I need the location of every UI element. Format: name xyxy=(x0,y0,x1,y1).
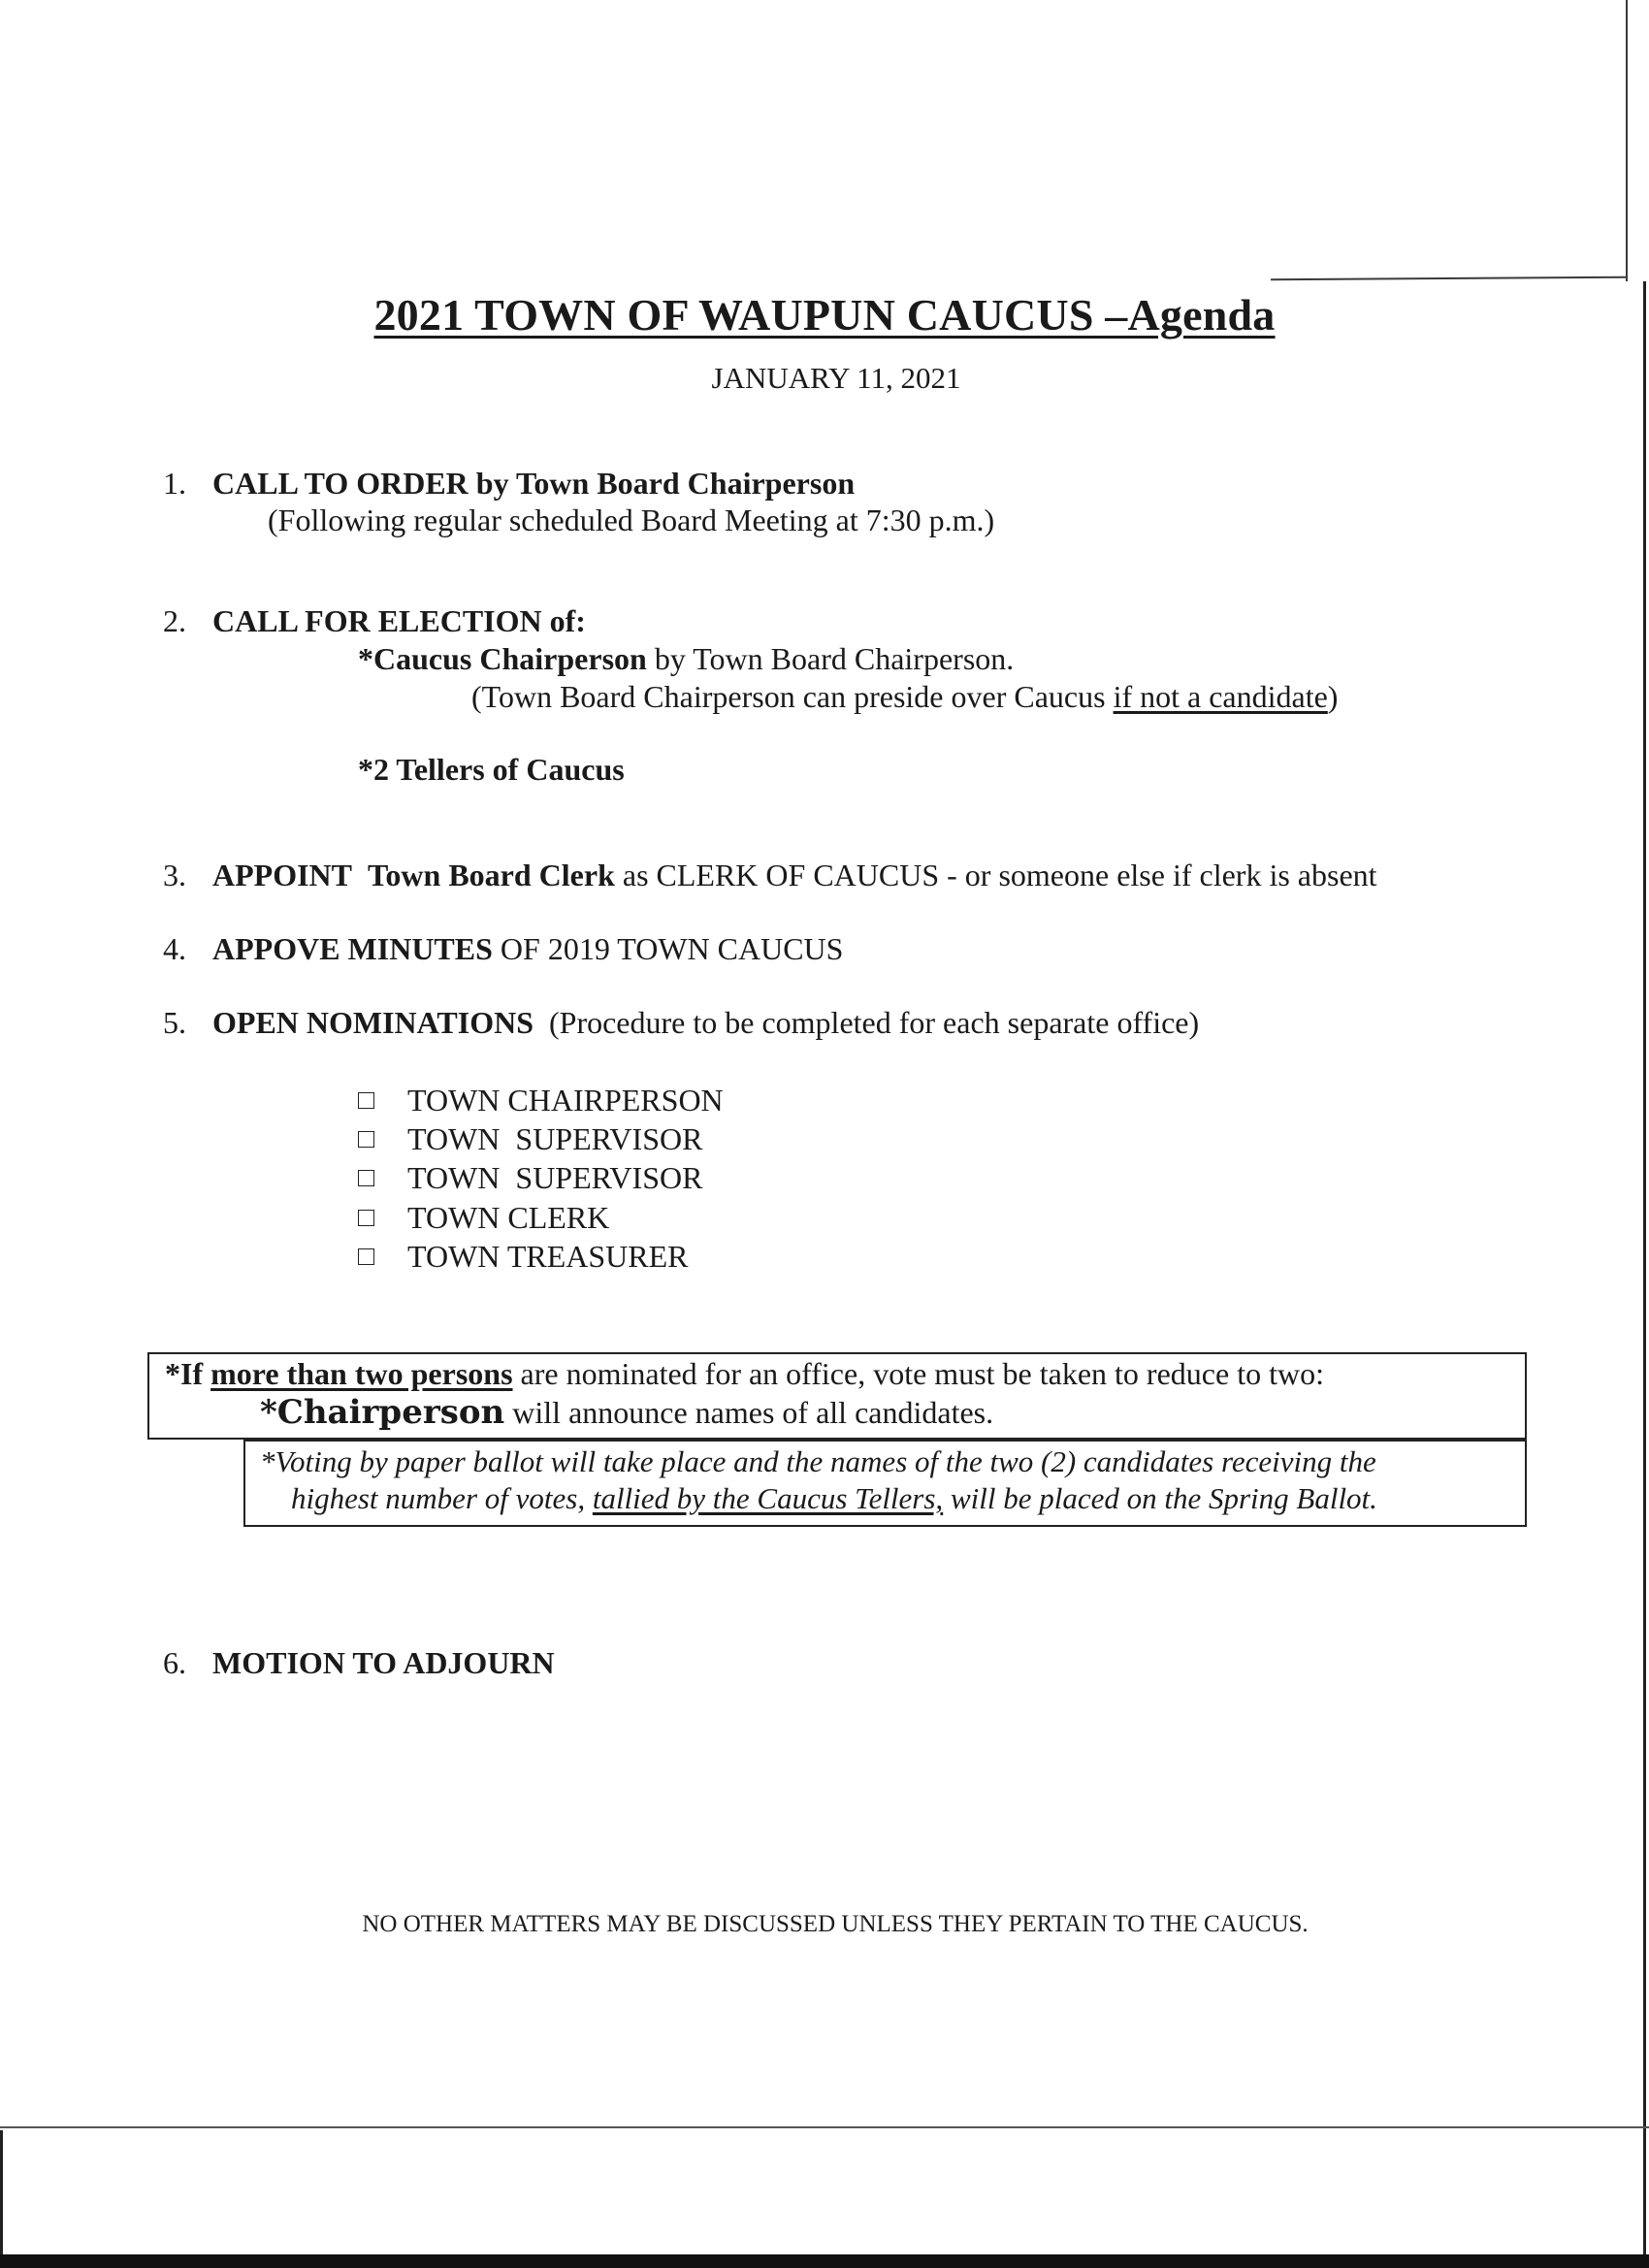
page-title: 2021 TOWN OF WAUPUN CAUCUS –Agenda xyxy=(373,290,1276,340)
notice-if: *If xyxy=(165,1356,211,1391)
scan-border xyxy=(0,2254,1649,2268)
preside-note-underlined: if not a candidate xyxy=(1113,679,1328,714)
item-number: 2. xyxy=(163,603,186,638)
checkbox-icon xyxy=(358,1131,374,1148)
minutes-label: APPOVE MINUTES xyxy=(212,931,493,966)
office-list-item xyxy=(358,1121,702,1157)
notice-announce: will announce names of all candidates. xyxy=(504,1395,994,1430)
item-note: (Following regular scheduled Board Meeting at 7:30 p.m.) xyxy=(268,502,995,537)
meeting-date: JANUARY 11, 2021 xyxy=(711,361,961,395)
item-heading: MOTION TO ADJOURN xyxy=(212,1645,555,1680)
caucus-chairperson-label: *Caucus Chairperson xyxy=(358,641,647,676)
checkbox-icon xyxy=(358,1210,374,1226)
item-heading: CALL FOR ELECTION of: xyxy=(212,603,586,638)
preside-note-text: (Town Board Chairperson can preside over Caucus xyxy=(471,679,1114,714)
minutes-text: OF 2019 TOWN CAUCUS xyxy=(492,931,844,966)
checkbox-icon xyxy=(358,1092,374,1109)
notice-chairperson: *Chairperson xyxy=(260,1393,505,1432)
scan-edge-line xyxy=(1271,276,1628,281)
office-list-item xyxy=(358,1200,609,1236)
preside-note xyxy=(471,679,1338,715)
office-label: TOWN CLERK xyxy=(407,1200,610,1235)
item-number: 3. xyxy=(163,858,186,892)
scan-edge-line xyxy=(1626,0,1628,281)
item-number: 4. xyxy=(163,931,186,966)
ballot-line-2 xyxy=(291,1481,1377,1516)
nominations-label: OPEN NOMINATIONS xyxy=(212,1005,534,1040)
notice-text: are nominated for an office, vote must be taken to reduce to two: xyxy=(512,1356,1324,1391)
caucus-chairperson-text: by Town Board Chairperson. xyxy=(646,641,1015,676)
item-heading: CALL TO ORDER by Town Board Chairperson xyxy=(212,466,856,501)
appoint-text: as CLERK OF CAUCUS - or someone else if clerk is absent xyxy=(614,858,1377,892)
ballot-text-end: will be placed on the Spring Ballot. xyxy=(943,1481,1377,1515)
ballot-underlined: tallied by the Caucus Tellers, xyxy=(592,1481,944,1515)
item-number: 6. xyxy=(163,1645,186,1680)
ballot-line-1: *Voting by paper ballot will take place and the names of the two (2) candidates receiving the xyxy=(260,1444,1376,1478)
clerk-label: Town Board Clerk xyxy=(368,858,615,892)
checkbox-icon xyxy=(358,1248,374,1265)
notice-underlined: more than two persons xyxy=(210,1356,513,1391)
notice-line-2 xyxy=(260,1393,993,1432)
item-number: 1. xyxy=(163,466,186,501)
scan-edge-line xyxy=(0,2126,1649,2128)
ballot-text: highest number of votes, xyxy=(291,1481,593,1515)
office-list-item xyxy=(358,1160,702,1196)
item-text xyxy=(212,931,843,967)
scan-edge-line xyxy=(1643,281,1646,2260)
item-text xyxy=(212,1005,1199,1041)
nominations-text: (Procedure to be completed for each separate office) xyxy=(548,1005,1200,1040)
scan-edge-line xyxy=(0,2130,3,2256)
appoint-label: APPOINT xyxy=(212,858,352,892)
footer-notice: NO OTHER MATTERS MAY BE DISCUSSED UNLESS THEY PERTAIN TO THE CAUCUS. xyxy=(362,1911,1309,1937)
checkbox-icon xyxy=(358,1170,374,1186)
office-list-item xyxy=(358,1083,724,1118)
office-label: TOWN CHAIRPERSON xyxy=(407,1083,724,1118)
office-label: TOWN TREASURER xyxy=(407,1239,689,1274)
tellers-line: *2 Tellers of Caucus xyxy=(358,752,625,787)
notice-line-1 xyxy=(165,1356,1324,1392)
item-number: 5. xyxy=(163,1005,186,1040)
preside-note-close: ) xyxy=(1327,679,1339,714)
item-text xyxy=(212,858,1377,893)
office-label: TOWN SUPERVISOR xyxy=(407,1121,703,1156)
office-list-item xyxy=(358,1239,689,1275)
caucus-chairperson-line xyxy=(358,641,1014,677)
office-label: TOWN SUPERVISOR xyxy=(407,1160,703,1195)
